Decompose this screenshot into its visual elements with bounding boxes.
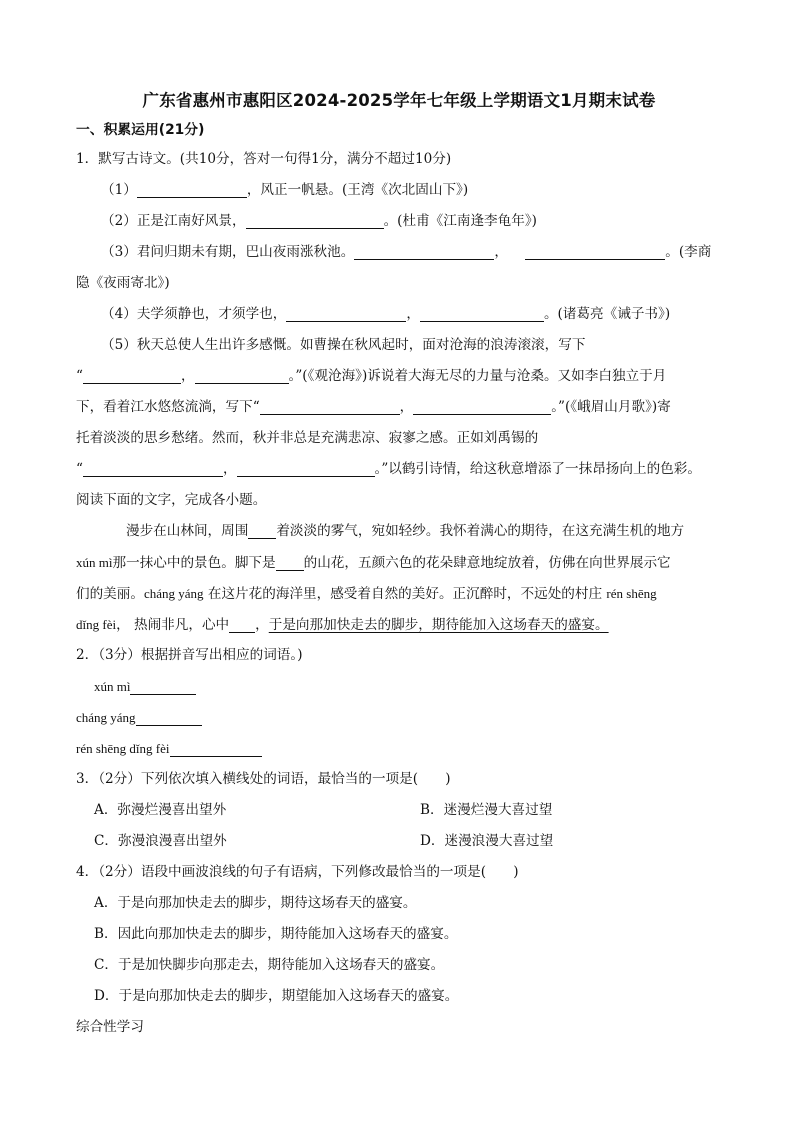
fill-blank[interactable] [276, 552, 304, 571]
exam-page [76, 86, 722, 1043]
answer-blank[interactable] [420, 303, 544, 322]
q1-item-1: （1） ，风正一帆悬。(王湾《次北固山下》) [76, 175, 722, 206]
answer-blank[interactable] [237, 458, 375, 477]
q3-options-row-1 [76, 795, 722, 826]
q2-stem: 2．（3分）根据拼音写出相应的词语。) [76, 647, 303, 663]
option-a[interactable]: A．于是向那加快走去的脚步，期待这场春天的盛宴。 [94, 895, 417, 911]
answer-blank[interactable] [286, 303, 406, 322]
passage-line-2: xún mì那一抹心中的景色。脚下是 的山花，五颜六色的花朵肆意地绽放着，仿佛在向世界展示它 [76, 547, 722, 578]
q3-stem: 3．（2分）下列依次填入横线处的词语，最恰当的一项是( ) [76, 771, 451, 787]
q1-item-5-line3: 下，看着江水悠悠流淌，写下“ ， 。”(《峨眉山月歌》)寄 [76, 392, 722, 423]
q2-item-a: xún mì [76, 671, 722, 702]
section-heading: 一、积累运用(21分) [76, 122, 205, 138]
passage-line-3: 们的美丽。cháng yáng 在这片花的海洋里，感受着自然的美好。正沉醉时，不远处的村庄 rén shēng [76, 586, 657, 602]
q2-item-c: rén shēng dǐng fèi [76, 733, 722, 764]
option-d[interactable]: D．于是向那加快走去的脚步，期望能加入这场春天的盛宴。 [94, 988, 459, 1004]
fill-blank[interactable] [229, 614, 255, 633]
q1-item-3: （3）君问归期未有期，巴山夜雨涨秋池。 ， 。(李商 [76, 237, 722, 268]
q1-item-3-cont: 隐《夜雨寄北》) [76, 275, 170, 291]
q1-item-5: （5）秋天总使人生出许多感慨。如曹操在秋风起时，面对沧海的浪涛滚滚，写下 [101, 337, 586, 353]
reading-intro: 阅读下面的文字，完成各小题。 [76, 492, 267, 508]
option-b[interactable]: B．迷漫烂漫大喜过望 [420, 802, 553, 818]
answer-blank[interactable] [246, 210, 384, 229]
answer-blank[interactable] [83, 458, 223, 477]
q1-item-5-line5: “ ， 。”以鹤引诗情，给这秋意增添了一抹昂扬向上的色彩。 [76, 454, 722, 485]
answer-blank[interactable] [170, 738, 262, 757]
wavy-underlined-sentence: 于是向那加快走去的脚步，期待能加入这场春天的盛宴。 [268, 617, 609, 633]
option-c[interactable]: C．弥漫浪漫喜出望外 [94, 833, 227, 849]
answer-blank[interactable] [83, 365, 181, 384]
section-footer: 综合性学习 [76, 1019, 144, 1035]
option-c[interactable]: C．于是加快脚步向那走去，期待能加入这场春天的盛宴。 [94, 957, 445, 973]
option-b[interactable]: B．因此向那加快走去的脚步，期待能加入这场春天的盛宴。 [94, 926, 458, 942]
option-d[interactable]: D．迷漫浪漫大喜过望 [420, 833, 554, 849]
answer-blank[interactable] [525, 241, 665, 260]
q1-stem: 1．默写古诗文。(共10分，答对一句得1分，满分不超过10分) [76, 151, 452, 167]
q1-item-5-line2: “ ， 。”(《观沧海》)诉说着大海无尽的力量与沧桑。又如李白独立于月 [76, 361, 722, 392]
passage-line-4: dǐng fèi， 热闹非凡，心中 ，于是向那加快走去的脚步，期待能加入这场春天的盛宴。 [76, 609, 722, 640]
answer-blank[interactable] [195, 365, 289, 384]
q3-options-row-2 [76, 826, 722, 857]
answer-blank[interactable] [136, 707, 202, 726]
answer-blank[interactable] [413, 396, 551, 415]
passage-line-1: 漫步在山林间，周围 着淡淡的雾气，宛如轻纱。我怀着满心的期待，在这充满生机的地方 [76, 516, 722, 547]
answer-blank[interactable] [137, 179, 247, 198]
q1-item-4: （4）夫学须静也，才须学也， ， 。(诸葛亮《诫子书》) [76, 299, 722, 330]
fill-blank[interactable] [248, 520, 276, 539]
answer-blank[interactable] [354, 241, 494, 260]
q1-item-5-line4: 托着淡淡的思乡愁绪。然而，秋并非总是充满悲凉、寂寥之感。正如刘禹锡的 [76, 430, 539, 446]
q2-item-b: cháng yáng [76, 702, 722, 733]
option-a[interactable]: A．弥漫烂漫喜出望外 [94, 802, 227, 818]
answer-blank[interactable] [260, 396, 400, 415]
q1-item-2: （2）正是江南好风景， 。(杜甫《江南逢李龟年》) [76, 206, 722, 237]
page-title: 广东省惠州市惠阳区2024-2025学年七年级上学期语文1月期末试卷 [142, 91, 656, 110]
answer-blank[interactable] [130, 676, 196, 695]
q4-stem: 4．（2分）语段中画波浪线的句子有语病，下列修改最恰当的一项是( ) [76, 864, 519, 880]
